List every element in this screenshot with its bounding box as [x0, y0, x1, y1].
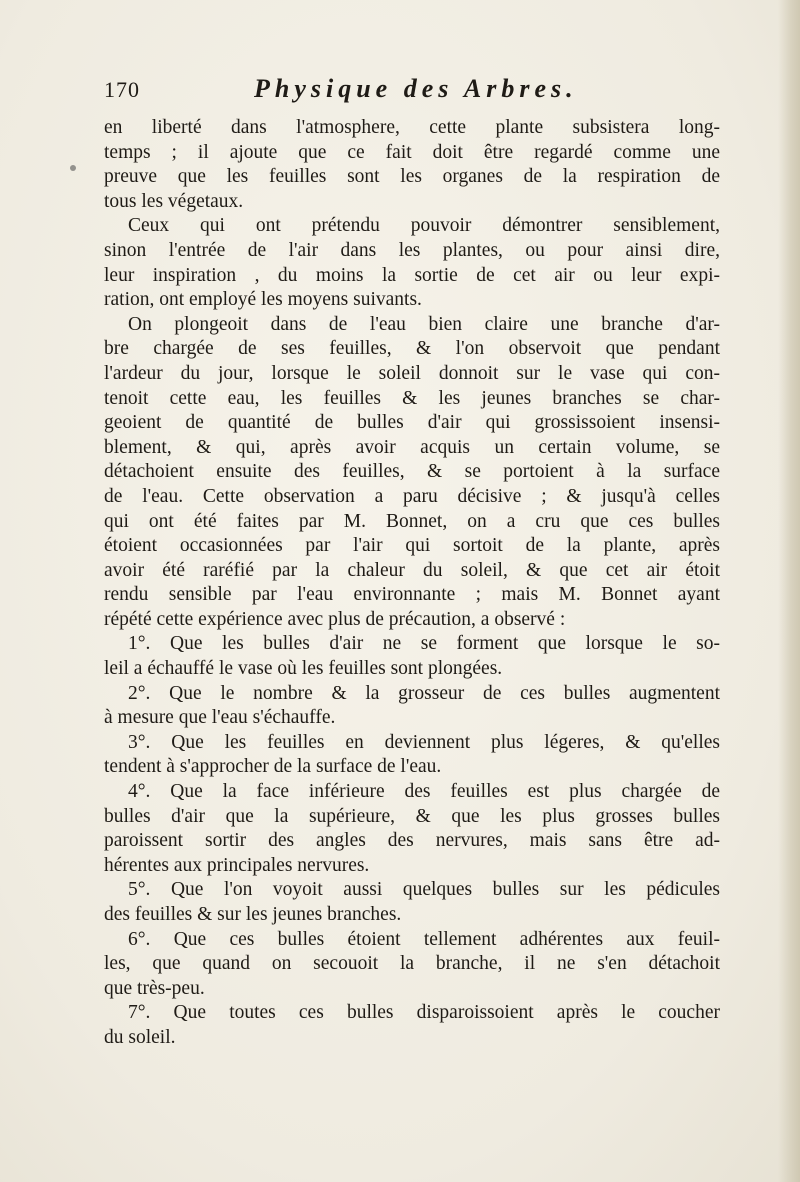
- text-line: du soleil.: [104, 1026, 176, 1048]
- text-line: des feuilles & sur les jeunes branches.: [104, 904, 402, 925]
- text-line: 2°. Que le nombre & la grosseur de ces bulles augmentent: [128, 682, 720, 704]
- running-title: Physique des Arbres.: [254, 74, 578, 103]
- text-line: 1°. Que les bulles d'air ne se forment que lorsque le so-: [128, 633, 720, 655]
- text-line: ration, ont employé les moyens suivants.: [104, 289, 422, 311]
- text-line: qui ont été faites par M. Bonnet, on a cru que ces bulles: [104, 510, 720, 532]
- text-line: temps ; il ajoute que ce fait doit être regardé comme une: [104, 141, 720, 163]
- text-line: tendent à s'approcher de la surface de l'eau.: [104, 756, 442, 778]
- text-line: de l'eau. Cette observation a paru décisive ; & jusqu'à celles: [104, 485, 720, 507]
- text-line: On plongeoit dans de l'eau bien claire une branche d'ar-: [128, 313, 720, 335]
- text-line: les, que quand on secouoit la branche, il ne s'en détachoit: [104, 953, 720, 975]
- page-edge-shadow: [778, 0, 800, 1182]
- page-header: [104, 74, 724, 114]
- text-line: hérentes aux principales nervures.: [104, 854, 370, 876]
- text-line: 5°. Que l'on voyoit aussi quelques bulles sur les pédicules: [128, 879, 720, 901]
- text-line: étoient occasionnées par l'air qui sortoit de la plante, après: [104, 535, 720, 557]
- text-line: répété cette expérience avec plus de précaution, a observé :: [104, 608, 566, 630]
- text-line: blement, & qui, après avoir acquis un certain volume, se: [104, 436, 720, 458]
- text-line: paroissent sortir des angles des nervures, mais sans être ad-: [104, 830, 720, 852]
- text-line: détachoient ensuite des feuilles, & se portoient à la surface: [104, 461, 720, 483]
- text-line: rendu sensible par l'eau environnante ; mais M. Bonnet ayant: [104, 584, 720, 606]
- text-line: 6°. Que ces bulles étoient tellement adhérentes aux feuil-: [128, 928, 720, 950]
- text-line: l'ardeur du jour, lorsque le soleil donnoit sur le vase qui con-: [104, 362, 720, 384]
- text-line: preuve que les feuilles sont les organes de la respiration de: [104, 166, 720, 188]
- text-line: à mesure que l'eau s'échauffe.: [104, 707, 336, 729]
- text-line: 7°. Que toutes ces bulles disparoissoient après le coucher: [128, 1002, 720, 1024]
- text-line: tenoit cette eau, les feuilles & les jeunes branches se char-: [104, 387, 720, 409]
- text-line: bre chargée de ses feuilles, & l'on observoit que pendant: [104, 338, 720, 360]
- text-line: tous les végetaux.: [104, 190, 244, 212]
- ink-spot: [70, 165, 76, 171]
- text-line: leil a échauffé le vase où les feuilles sont plongées.: [104, 658, 503, 680]
- text-line: en liberté dans l'atmosphere, cette plante subsistera long-: [104, 117, 720, 138]
- text-line: geoient de quantité de bulles d'air qui grossissoient insensi-: [104, 412, 720, 434]
- text-line: bulles d'air que la supérieure, & que les plus grosses bulles: [104, 805, 720, 827]
- text-line: que très-peu.: [104, 977, 205, 999]
- text-line: Ceux qui ont prétendu pouvoir démontrer sensiblement,: [128, 215, 720, 237]
- page-number: 170: [104, 77, 140, 102]
- text-line: leur inspiration , du moins la sortie de cet air ou leur expi-: [104, 264, 720, 286]
- body-text: [104, 116, 720, 1051]
- text-line: 4°. Que la face inférieure des feuilles est plus chargée de: [128, 781, 720, 803]
- text-line: 3°. Que les feuilles en deviennent plus légeres, & qu'elles: [128, 731, 720, 753]
- text-line: sinon l'entrée de l'air dans les plantes, ou pour ainsi dire,: [104, 239, 720, 261]
- text-line: avoir été raréfié par la chaleur du soleil, & que cet air étoit: [104, 559, 720, 581]
